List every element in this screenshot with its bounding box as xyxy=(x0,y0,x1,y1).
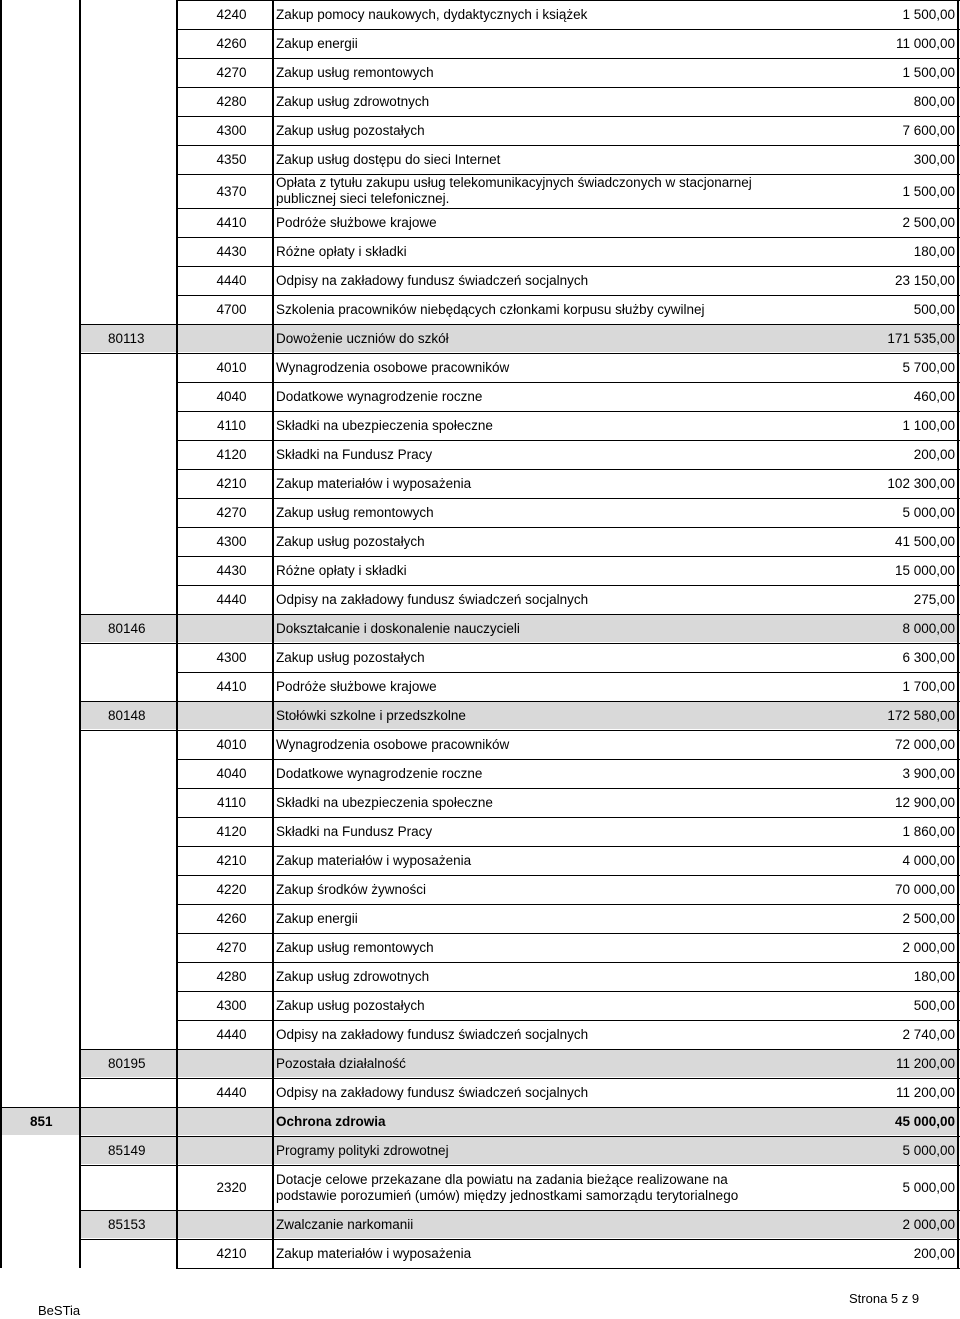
item-name: Składki na Fundusz Pracy xyxy=(276,823,433,839)
item-amount: 500,00 xyxy=(913,302,955,317)
row-divider xyxy=(80,1049,960,1050)
row-divider xyxy=(176,58,960,59)
table-row-paragraf xyxy=(0,788,960,817)
table-row-paragraf xyxy=(0,353,960,382)
item-name: Różne opłaty i składki xyxy=(276,562,407,578)
row-divider xyxy=(176,788,960,789)
item-amount: 5 000,00 xyxy=(902,1180,955,1195)
item-amount: 6 300,00 xyxy=(902,650,955,665)
item-amount: 11 200,00 xyxy=(895,1085,955,1100)
rozdzial-code: 80146 xyxy=(108,621,146,636)
paragraf-code: 4440 xyxy=(216,1027,247,1042)
item-amount: 5 700,00 xyxy=(902,360,955,375)
item-name: Zakup materiałów i wyposażenia xyxy=(276,1245,472,1261)
item-name: Zakup usług pozostałych xyxy=(276,122,425,138)
item-amount: 275,00 xyxy=(913,592,955,607)
table-row-paragraf xyxy=(0,1078,960,1107)
table-row-paragraf xyxy=(0,469,960,498)
row-divider xyxy=(176,904,960,905)
table-row-paragraf xyxy=(0,29,960,58)
column-border xyxy=(957,0,959,1268)
item-amount: 180,00 xyxy=(913,244,955,259)
table-row-paragraf xyxy=(0,759,960,788)
column-border xyxy=(272,0,274,1268)
item-amount: 70 000,00 xyxy=(894,882,955,897)
table-row-paragraf xyxy=(0,145,960,174)
table-row-paragraf xyxy=(0,0,960,29)
item-name: Zakup usług pozostałych xyxy=(276,997,425,1013)
item-name: Dodatkowe wynagrodzenie roczne xyxy=(276,388,483,404)
table-row-rozdzial xyxy=(0,614,960,643)
item-amount: 200,00 xyxy=(913,447,955,462)
item-name: Zakup energii xyxy=(276,910,358,926)
row-divider xyxy=(176,527,960,528)
row-divider xyxy=(176,1268,960,1269)
paragraf-code: 4010 xyxy=(216,737,247,752)
row-divider xyxy=(176,0,960,1)
item-name: Ochrona zdrowia xyxy=(276,1113,386,1129)
row-divider xyxy=(176,237,960,238)
row-divider xyxy=(176,585,960,586)
row-divider xyxy=(176,382,960,383)
item-amount: 8 000,00 xyxy=(902,621,955,636)
row-divider xyxy=(80,730,960,731)
item-name: Programy polityki zdrowotnej xyxy=(276,1142,449,1158)
table-row-paragraf xyxy=(0,1239,960,1268)
paragraf-code: 4440 xyxy=(216,592,247,607)
table-row-paragraf xyxy=(0,672,960,701)
paragraf-code: 4430 xyxy=(216,563,247,578)
item-name: Szkolenia pracowników niebędących członkami korpusu służby cywilnej xyxy=(276,301,705,317)
table-row-paragraf xyxy=(0,295,960,324)
table-row-rozdzial xyxy=(0,1136,960,1165)
item-amount: 1 500,00 xyxy=(902,183,955,199)
table-row-rozdzial xyxy=(0,1049,960,1078)
item-name: Dotacje celowe przekazane dla powiatu na zadania bieżące realizowane na podstawie porozumień (umów) między jednostkami samorządu terytorialnego xyxy=(276,1171,739,1203)
item-amount: 12 900,00 xyxy=(894,795,955,810)
item-name: Zakup usług pozostałych xyxy=(276,649,425,665)
item-amount: 2 000,00 xyxy=(902,1217,955,1232)
table-row-paragraf xyxy=(0,875,960,904)
item-name: Różne opłaty i składki xyxy=(276,243,407,259)
column-border xyxy=(0,0,2,1268)
item-amount: 11 200,00 xyxy=(895,1056,955,1071)
item-amount: 41 500,00 xyxy=(894,534,955,549)
paragraf-code: 4270 xyxy=(216,505,247,520)
item-name: Odpisy na zakładowy fundusz świadczeń socjalnych xyxy=(276,272,589,288)
table-row-paragraf xyxy=(0,730,960,759)
paragraf-code: 4260 xyxy=(216,911,247,926)
item-name: Dodatkowe wynagrodzenie roczne xyxy=(276,765,483,781)
row-divider xyxy=(80,643,960,644)
row-divider xyxy=(176,116,960,117)
table-row-rozdzial xyxy=(0,1210,960,1239)
item-name: Składki na ubezpieczenia społeczne xyxy=(276,794,493,810)
paragraf-code: 4120 xyxy=(216,824,247,839)
paragraf-code: 4350 xyxy=(216,152,247,167)
paragraf-code: 4210 xyxy=(216,476,247,491)
paragraf-code: 4300 xyxy=(216,650,247,665)
item-amount: 1 500,00 xyxy=(902,65,955,80)
item-name: Wynagrodzenia osobowe pracowników xyxy=(276,736,510,752)
rozdzial-code: 80113 xyxy=(108,331,145,346)
item-name: Podróże służbowe krajowe xyxy=(276,678,437,694)
table-row-paragraf xyxy=(0,846,960,875)
table-row-paragraf xyxy=(0,585,960,614)
dzial-code: 851 xyxy=(30,1114,53,1129)
item-name: Zwalczanie narkomanii xyxy=(276,1216,414,1232)
item-amount: 1 700,00 xyxy=(902,679,955,694)
row-divider xyxy=(176,87,960,88)
table-row-paragraf xyxy=(0,208,960,237)
item-name: Zakup usług zdrowotnych xyxy=(276,968,430,984)
item-amount: 1 500,00 xyxy=(902,7,955,22)
item-amount: 72 000,00 xyxy=(894,737,955,752)
table-row-paragraf xyxy=(0,174,960,208)
column-border xyxy=(176,0,178,1268)
item-amount: 7 600,00 xyxy=(902,123,955,138)
paragraf-code: 4370 xyxy=(216,183,247,199)
row-divider xyxy=(176,411,960,412)
row-divider xyxy=(176,817,960,818)
item-name: Zakup usług dostępu do sieci Internet xyxy=(276,151,501,167)
row-divider xyxy=(80,1136,960,1137)
paragraf-code: 4700 xyxy=(216,302,247,317)
item-amount: 102 300,00 xyxy=(887,476,955,491)
row-divider xyxy=(80,701,960,702)
table-row-paragraf xyxy=(0,904,960,933)
row-divider xyxy=(80,1239,960,1240)
row-divider xyxy=(176,1020,960,1021)
paragraf-code: 4040 xyxy=(216,389,247,404)
item-amount: 300,00 xyxy=(913,152,955,167)
item-amount: 1 860,00 xyxy=(902,824,955,839)
row-divider xyxy=(80,1165,960,1166)
item-amount: 45 000,00 xyxy=(894,1114,955,1129)
item-name: Zakup usług remontowych xyxy=(276,504,434,520)
item-name: Zakup materiałów i wyposażenia xyxy=(276,852,472,868)
table-row-paragraf xyxy=(0,1020,960,1049)
table-row-rozdzial xyxy=(0,701,960,730)
item-amount: 800,00 xyxy=(913,94,955,109)
item-amount: 3 900,00 xyxy=(902,766,955,781)
paragraf-code: 4040 xyxy=(216,766,247,781)
table-row-paragraf xyxy=(0,991,960,1020)
item-name: Dokształcanie i doskonalenie nauczycieli xyxy=(276,620,520,636)
item-name: Podróże służbowe krajowe xyxy=(276,214,437,230)
item-amount: 2 000,00 xyxy=(902,940,955,955)
rozdzial-code: 80195 xyxy=(108,1056,146,1071)
row-divider xyxy=(80,1078,960,1079)
row-divider xyxy=(176,440,960,441)
paragraf-code: 4300 xyxy=(216,998,247,1013)
item-name: Zakup pomocy naukowych, dydaktycznych i książek xyxy=(276,6,588,22)
row-divider xyxy=(176,145,960,146)
item-name: Dowożenie uczniów do szkół xyxy=(276,330,449,346)
paragraf-code: 4270 xyxy=(216,940,247,955)
table-row-paragraf xyxy=(0,116,960,145)
item-amount: 172 580,00 xyxy=(887,708,955,723)
paragraf-code: 4410 xyxy=(216,215,247,230)
paragraf-code: 4010 xyxy=(216,360,247,375)
row-divider xyxy=(80,614,960,615)
row-divider xyxy=(176,672,960,673)
row-divider xyxy=(176,498,960,499)
item-name: Zakup usług remontowych xyxy=(276,64,434,80)
item-amount: 15 000,00 xyxy=(894,563,955,578)
paragraf-code: 4430 xyxy=(216,244,247,259)
table-row-paragraf xyxy=(0,962,960,991)
item-amount: 2 500,00 xyxy=(902,215,955,230)
table-row-paragraf xyxy=(0,527,960,556)
column-border xyxy=(79,0,81,1268)
row-divider xyxy=(176,759,960,760)
item-name: Zakup usług pozostałych xyxy=(276,533,425,549)
item-amount: 2 740,00 xyxy=(902,1027,955,1042)
table-row-paragraf xyxy=(0,643,960,672)
table-row-paragraf xyxy=(0,440,960,469)
item-name: Składki na ubezpieczenia społeczne xyxy=(276,417,493,433)
item-amount: 4 000,00 xyxy=(902,853,955,868)
item-name: Odpisy na zakładowy fundusz świadczeń socjalnych xyxy=(276,1084,589,1100)
table-row-paragraf xyxy=(0,87,960,116)
row-divider xyxy=(176,208,960,209)
paragraf-code: 2320 xyxy=(216,1180,247,1195)
table-row-rozdzial xyxy=(0,324,960,353)
item-name: Zakup środków żywności xyxy=(276,881,427,897)
item-amount: 2 500,00 xyxy=(902,911,955,926)
item-name: Zakup materiałów i wyposażenia xyxy=(276,475,472,491)
paragraf-code: 4110 xyxy=(216,795,247,810)
item-amount: 200,00 xyxy=(913,1246,955,1261)
row-divider xyxy=(176,933,960,934)
item-amount: 180,00 xyxy=(913,969,955,984)
paragraf-code: 4440 xyxy=(216,273,247,288)
item-amount: 5 000,00 xyxy=(902,1143,955,1158)
item-amount: 5 000,00 xyxy=(902,505,955,520)
paragraf-code: 4210 xyxy=(216,1246,247,1261)
row-divider xyxy=(80,324,960,325)
paragraf-code: 4270 xyxy=(216,65,247,80)
table-row-paragraf xyxy=(0,498,960,527)
table-row-paragraf xyxy=(0,817,960,846)
paragraf-code: 4410 xyxy=(216,679,247,694)
table-row-paragraf xyxy=(0,411,960,440)
table-row-paragraf xyxy=(0,266,960,295)
row-divider xyxy=(80,353,960,354)
item-name: Odpisy na zakładowy fundusz świadczeń socjalnych xyxy=(276,1026,589,1042)
row-divider xyxy=(176,991,960,992)
table-row-paragraf xyxy=(0,58,960,87)
table-row-paragraf xyxy=(0,1165,960,1210)
row-divider xyxy=(176,266,960,267)
item-amount: 23 150,00 xyxy=(894,273,955,288)
paragraf-code: 4260 xyxy=(216,36,247,51)
table-row-paragraf xyxy=(0,382,960,411)
row-divider xyxy=(176,295,960,296)
paragraf-code: 4210 xyxy=(216,853,247,868)
paragraf-code: 4120 xyxy=(216,447,247,462)
item-name: Składki na Fundusz Pracy xyxy=(276,446,433,462)
row-divider xyxy=(80,1210,960,1211)
item-name: Opłata z tytułu zakupu usług telekomunikacyjnych świadczonych w stacjonarnej publicznej sieci telefonicznej. xyxy=(276,175,752,206)
item-name: Zakup usług zdrowotnych xyxy=(276,93,430,109)
row-divider xyxy=(0,1107,960,1108)
paragraf-code: 4300 xyxy=(216,123,247,138)
rozdzial-code: 85153 xyxy=(108,1217,146,1232)
paragraf-code: 4110 xyxy=(216,418,247,433)
item-name: Zakup energii xyxy=(276,35,358,51)
paragraf-code: 4280 xyxy=(216,969,247,984)
row-divider xyxy=(176,174,960,175)
item-amount: 1 100,00 xyxy=(902,418,955,433)
row-divider xyxy=(176,875,960,876)
paragraf-code: 4300 xyxy=(216,534,247,549)
paragraf-code: 4280 xyxy=(216,94,247,109)
row-divider xyxy=(176,846,960,847)
item-name: Odpisy na zakładowy fundusz świadczeń socjalnych xyxy=(276,591,589,607)
item-amount: 460,00 xyxy=(913,389,955,404)
row-divider xyxy=(176,29,960,30)
table-row-dzial xyxy=(0,1107,960,1136)
item-name: Wynagrodzenia osobowe pracowników xyxy=(276,359,510,375)
table-row-paragraf xyxy=(0,237,960,266)
row-divider xyxy=(176,469,960,470)
item-name: Pozostała działalność xyxy=(276,1055,406,1071)
footer-app-name: BeSTia xyxy=(38,1303,81,1318)
rozdzial-code: 80148 xyxy=(108,708,146,723)
row-divider xyxy=(176,556,960,557)
item-amount: 11 000,00 xyxy=(895,36,955,51)
item-name: Stołówki szkolne i przedszkolne xyxy=(276,707,466,723)
table-row-paragraf xyxy=(0,933,960,962)
paragraf-code: 4440 xyxy=(216,1085,247,1100)
item-amount: 500,00 xyxy=(913,998,955,1013)
item-name: Zakup usług remontowych xyxy=(276,939,434,955)
paragraf-code: 4240 xyxy=(216,7,247,22)
footer-page-number: Strona 5 z 9 xyxy=(849,1291,920,1306)
table-row-paragraf xyxy=(0,556,960,585)
row-divider xyxy=(176,962,960,963)
item-amount: 171 535,00 xyxy=(887,331,955,346)
paragraf-code: 4220 xyxy=(216,882,247,897)
rozdzial-code: 85149 xyxy=(108,1143,146,1158)
